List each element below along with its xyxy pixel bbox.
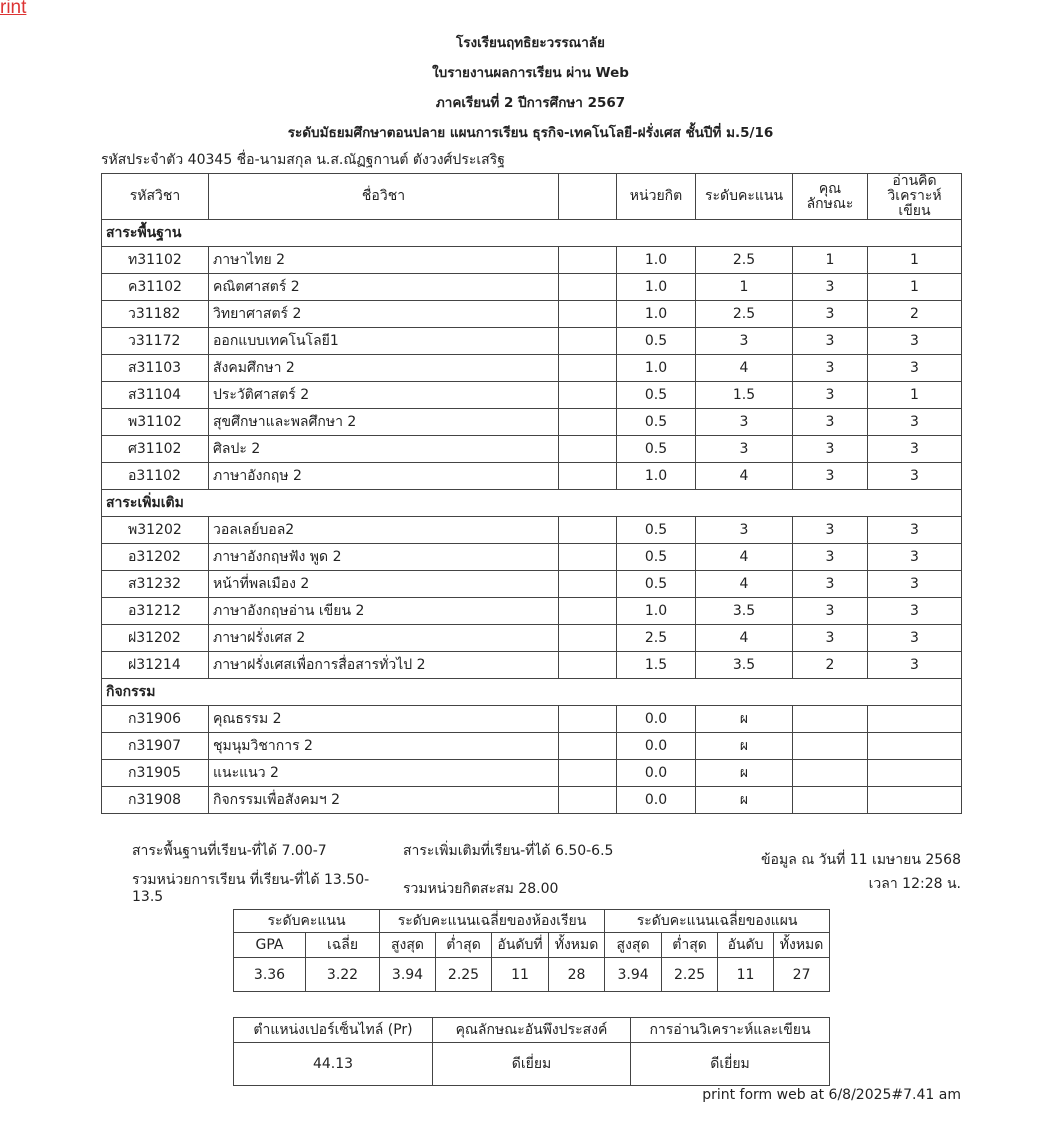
grade-cell: 3.5 [696,598,793,625]
reading-cell: 3 [868,463,962,490]
course-name: ชุมนุมวิชาการ 2 [209,733,559,760]
col-credits-header: หน่วยกิต [617,174,696,220]
grade-cell: ผ [696,787,793,814]
gpa-subheader: GPA [234,933,306,958]
grade-cell: 3 [696,409,793,436]
attribute-cell: 3 [793,382,868,409]
course-name: ประวัติศาสตร์ 2 [209,382,559,409]
gpa-subheader: อันดับ [718,933,774,958]
gpa-subheader: สูงสุด [605,933,662,958]
grade-cell: 4 [696,355,793,382]
print-link[interactable]: rint [0,0,27,18]
grade-cell: ผ [696,733,793,760]
table-row [102,436,962,463]
course-name: สุขศึกษาและพลศึกษา 2 [209,409,559,436]
credits-cell: 0.5 [617,328,696,355]
blank-cell [559,652,617,679]
attribute-cell [793,733,868,760]
credits-cell: 0.5 [617,436,696,463]
blank-cell [559,517,617,544]
credits-cell: 0.0 [617,706,696,733]
attribute-cell: 3 [793,571,868,598]
course-code: ก31906 [102,706,209,733]
course-code: พ31202 [102,517,209,544]
reading-cell: 3 [868,355,962,382]
table-row [102,760,962,787]
blank-cell [559,355,617,382]
table-row [102,733,962,760]
grade-cell: 3 [696,517,793,544]
table-row [102,706,962,733]
course-code: พ31102 [102,409,209,436]
reading-cell: 3 [868,328,962,355]
col-attr-header: คุณ ลักษณะ [793,174,868,220]
print-footer: print form web at 6/8/2025#7.41 am [702,1087,961,1103]
table-row [102,301,962,328]
blank-cell [559,274,617,301]
percentile-header-row [234,1018,830,1043]
reading-cell: 1 [868,274,962,301]
credits-cell: 0.0 [617,760,696,787]
blank-cell [559,733,617,760]
course-code: ก31905 [102,760,209,787]
col-name-header: ชื่อวิชา [209,174,559,220]
attribute-cell: 3 [793,598,868,625]
blank-cell [559,382,617,409]
credits-cell: 0.0 [617,733,696,760]
course-name: ออกแบบเทคโนโลยี1 [209,328,559,355]
data-time: เวลา 12:28 น. [868,876,961,892]
attribute-cell: 3 [793,625,868,652]
section-header-row [102,490,962,517]
attribute-value: ดีเยี่ยม [433,1043,631,1086]
course-name: ภาษาไทย 2 [209,247,559,274]
grade-cell: 4 [696,463,793,490]
attribute-cell: 3 [793,301,868,328]
gpa-value: 2.25 [662,958,718,992]
gpa-subheader: เฉลี่ย [306,933,380,958]
term-title: ภาคเรียนที่ 2 ปีการศึกษา 2567 [435,95,626,111]
credits-cell: 1.0 [617,274,696,301]
credits-cell: 0.5 [617,517,696,544]
gpa-values-row [234,958,830,992]
extra-credits: สาระเพิ่มเติมที่เรียน-ที่ได้ 6.50-6.5 [403,843,614,859]
data-date: ข้อมูล ณ วันที่ 11 เมษายน 2568 [760,852,961,868]
reading-cell: 3 [868,571,962,598]
gpa-subheader: ทั้งหมด [549,933,605,958]
attribute-cell: 3 [793,544,868,571]
reading-cell: 1 [868,247,962,274]
course-name: วอลเลย์บอล2 [209,517,559,544]
attribute-cell: 3 [793,463,868,490]
credits-cell: 0.5 [617,544,696,571]
grades-table [101,173,962,814]
percentile-table [233,1017,830,1086]
plan-avg-group-header: ระดับคะแนนเฉลี่ยของแผน [605,910,830,933]
reading-cell: 3 [868,652,962,679]
course-name: ภาษาอังกฤษอ่าน เขียน 2 [209,598,559,625]
course-name: กิจกรรมเพื่อสังคมฯ 2 [209,787,559,814]
attribute-cell: 3 [793,274,868,301]
reading-cell [868,733,962,760]
table-row [102,652,962,679]
credits-cell: 2.5 [617,625,696,652]
course-code: ฝ31214 [102,652,209,679]
gpa-subheader: ต่ำสุด [662,933,718,958]
program-title: ระดับมัธยมศึกษาตอนปลาย แผนการเรียน ธุรกิจ-เทคโนโลยี-ฝรั่งเศส ชั้นปีที่ ม.5/16 [287,125,774,141]
class-avg-group-header: ระดับคะแนนเฉลี่ยของห้องเรียน [380,910,605,933]
course-name: ภาษาอังกฤษฟัง พูด 2 [209,544,559,571]
course-name: หน้าที่พลเมือง 2 [209,571,559,598]
reading-cell: 3 [868,436,962,463]
col-read-header: อ่านคิด วิเคราะห์เขียน [868,174,962,220]
blank-cell [559,463,617,490]
percentile-values-row [234,1043,830,1086]
blank-cell [559,409,617,436]
grade-cell: 1 [696,274,793,301]
attribute-cell [793,760,868,787]
school-name: โรงเรียนฤทธิยะวรรณาลัย [456,35,605,51]
gpa-value: 11 [718,958,774,992]
attribute-cell: 3 [793,436,868,463]
attribute-cell: 3 [793,355,868,382]
course-code: ฝ31202 [102,625,209,652]
blank-cell [559,760,617,787]
blank-cell [559,247,617,274]
reading-cell [868,787,962,814]
attribute-cell: 3 [793,328,868,355]
section-title: กิจกรรม [102,679,962,706]
course-code: ก31907 [102,733,209,760]
grade-cell: 1.5 [696,382,793,409]
table-row [102,517,962,544]
section-header-row [102,679,962,706]
blank-cell [559,625,617,652]
table-row [102,355,962,382]
grade-cell: 2.5 [696,301,793,328]
percentile-header: ตำแหน่งเปอร์เซ็นไทล์ (Pr) [234,1018,433,1043]
grade-cell: 3 [696,436,793,463]
gpa-value: 2.25 [436,958,492,992]
course-code: อ31102 [102,463,209,490]
grade-cell: 2.5 [696,247,793,274]
gpa-value: 28 [549,958,605,992]
gpa-subheader: ต่ำสุด [436,933,492,958]
credits-cell: 0.0 [617,787,696,814]
gpa-value: 3.94 [380,958,436,992]
student-info: รหัสประจำตัว 40345 ชื่อ-นามสกุล น.ส.ณัฏฐกานต์ ตังวงศ์ประเสริฐ [101,152,505,168]
course-name: ภาษาอังกฤษ 2 [209,463,559,490]
course-code: ส31232 [102,571,209,598]
table-row [102,787,962,814]
course-code: ก31908 [102,787,209,814]
course-code: ศ31102 [102,436,209,463]
table-row [102,274,962,301]
total-credits: รวมหน่วยการเรียน ที่เรียน-ที่ได้ 13.50- 13.5 [132,872,370,905]
reading-cell: 3 [868,409,962,436]
report-title: ใบรายงานผลการเรียน ผ่าน Web [432,65,629,81]
attribute-cell: 3 [793,517,868,544]
course-code: ค31102 [102,274,209,301]
grade-cell: ผ [696,760,793,787]
table-row [102,625,962,652]
course-code: อ31212 [102,598,209,625]
blank-cell [559,328,617,355]
course-name: วิทยาศาสตร์ 2 [209,301,559,328]
grade-cell: 4 [696,625,793,652]
credits-cell: 1.0 [617,598,696,625]
gpa-subheader: ทั้งหมด [774,933,830,958]
course-code: ส31104 [102,382,209,409]
course-name: คณิตศาสตร์ 2 [209,274,559,301]
grade-cell: 3 [696,328,793,355]
attribute-cell: 1 [793,247,868,274]
table-row [102,571,962,598]
col-grade-header: ระดับคะแนน [696,174,793,220]
course-name: ภาษาฝรั่งเศส 2 [209,625,559,652]
attribute-header: คุณลักษณะอันพึงประสงค์ [433,1018,631,1043]
attribute-cell: 3 [793,409,868,436]
gpa-subheader: อันดับที่ [492,933,549,958]
blank-cell [559,706,617,733]
course-name: แนะแนว 2 [209,760,559,787]
table-row [102,598,962,625]
grades-header-row [102,174,962,220]
section-title: สาระพื้นฐาน [102,220,962,247]
reading-cell: 1 [868,382,962,409]
course-code: ส31103 [102,355,209,382]
blank-cell [559,598,617,625]
credits-cell: 0.5 [617,571,696,598]
course-name: สังคมศึกษา 2 [209,355,559,382]
course-name: ศิลปะ 2 [209,436,559,463]
blank-cell [559,571,617,598]
gpa-subheader: สูงสุด [380,933,436,958]
reading-cell: 3 [868,598,962,625]
reading-header: การอ่านวิเคราะห์และเขียน [631,1018,830,1043]
reading-cell: 2 [868,301,962,328]
course-name: ภาษาฝรั่งเศสเพื่อการสื่อสารทั่วไป 2 [209,652,559,679]
credits-cell: 0.5 [617,409,696,436]
grade-cell: 4 [696,571,793,598]
table-row [102,544,962,571]
table-row [102,409,962,436]
attribute-cell: 2 [793,652,868,679]
blank-cell [559,544,617,571]
blank-cell [559,787,617,814]
reading-cell [868,760,962,787]
gpa-table [233,909,830,992]
reading-value: ดีเยี่ยม [631,1043,830,1086]
gpa-value: 11 [492,958,549,992]
reading-cell: 3 [868,625,962,652]
blank-cell [559,436,617,463]
reading-cell: 3 [868,517,962,544]
gpa-subheader-row [234,933,830,958]
col-blank-header [559,174,617,220]
grade-cell: ผ [696,706,793,733]
credits-cell: 1.0 [617,247,696,274]
percentile-value: 44.13 [234,1043,433,1086]
gpa-group-row [234,910,830,933]
gpa-group-header: ระดับคะแนน [234,910,380,933]
credits-cell: 1.5 [617,652,696,679]
credits-cell: 0.5 [617,382,696,409]
course-code: ท31102 [102,247,209,274]
credits-cell: 1.0 [617,301,696,328]
grade-cell: 4 [696,544,793,571]
course-name: คุณธรรม 2 [209,706,559,733]
reading-cell [868,706,962,733]
gpa-value: 3.94 [605,958,662,992]
accumulated-credits: รวมหน่วยกิตสะสม 28.00 [403,881,559,897]
grades-body [102,220,962,814]
table-row [102,463,962,490]
gpa-value: 27 [774,958,830,992]
section-title: สาระเพิ่มเติม [102,490,962,517]
course-code: ว31182 [102,301,209,328]
attribute-cell [793,787,868,814]
table-row [102,247,962,274]
blank-cell [559,301,617,328]
course-code: ว31172 [102,328,209,355]
gpa-value: 3.22 [306,958,380,992]
table-row [102,328,962,355]
course-code: อ31202 [102,544,209,571]
section-header-row [102,220,962,247]
credits-cell: 1.0 [617,355,696,382]
grade-cell: 3.5 [696,652,793,679]
gpa-value: 3.36 [234,958,306,992]
table-row [102,382,962,409]
core-credits: สาระพื้นฐานที่เรียน-ที่ได้ 7.00-7 [132,843,327,859]
reading-cell: 3 [868,544,962,571]
col-code-header: รหัสวิชา [102,174,209,220]
credits-cell: 1.0 [617,463,696,490]
attribute-cell [793,706,868,733]
